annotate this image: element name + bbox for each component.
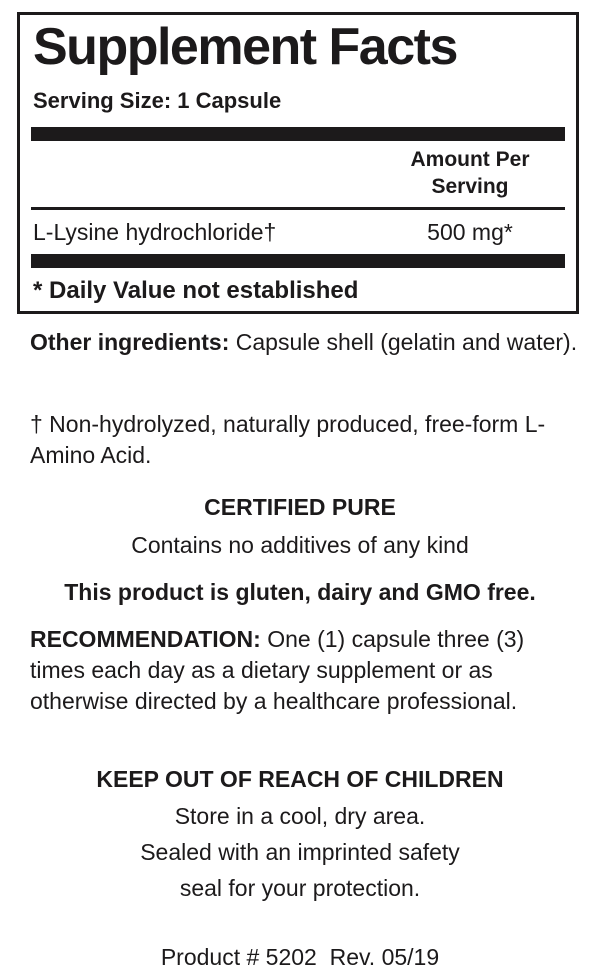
dagger-note: † Non-hydrolyzed, naturally produced, free-form L-Amino Acid. — [30, 411, 546, 468]
certified-title: CERTIFIED PURE — [204, 494, 396, 520]
gluten-statement: This product is gluten, dairy and GMO free. — [64, 579, 536, 605]
certified-body: Contains no additives of any kind — [131, 532, 469, 558]
storage-text: Store in a cool, dry area. — [174, 803, 426, 829]
recommendation-text: One (1) capsule three (3) times each day as a dietary supplement or as otherwise directed by a healthcare professional. — [30, 626, 525, 714]
other-ingredients-text: Capsule shell (gelatin and water). — [235, 329, 578, 355]
amount-per-serving-header: Amount Per Serving — [410, 148, 530, 198]
daily-value-note: * Daily Value not established — [33, 277, 359, 304]
serving-size: Serving Size: 1 Capsule — [33, 88, 282, 113]
nutrient-name: L-Lysine hydrochloride† — [33, 219, 277, 245]
sealed-text-line2: seal for your protection. — [179, 875, 421, 901]
thick-divider — [31, 254, 565, 268]
facts-title: Supplement Facts — [33, 18, 457, 76]
recommendation-label: RECOMMENDATION: — [30, 626, 261, 652]
warning-title: KEEP OUT OF REACH OF CHILDREN — [96, 766, 504, 792]
thick-divider — [31, 127, 565, 141]
product-code: Product # 5202 Rev. 05/19 — [160, 944, 440, 970]
supplement-facts-panel — [17, 12, 579, 314]
thin-divider — [31, 207, 565, 210]
recommendation — [30, 624, 580, 717]
nutrient-amount: 500 mg* — [427, 219, 513, 245]
sealed-text-line1: Sealed with an imprinted safety — [140, 839, 460, 865]
other-ingredients — [30, 327, 580, 358]
other-ingredients-label: Other ingredients: — [30, 329, 230, 355]
